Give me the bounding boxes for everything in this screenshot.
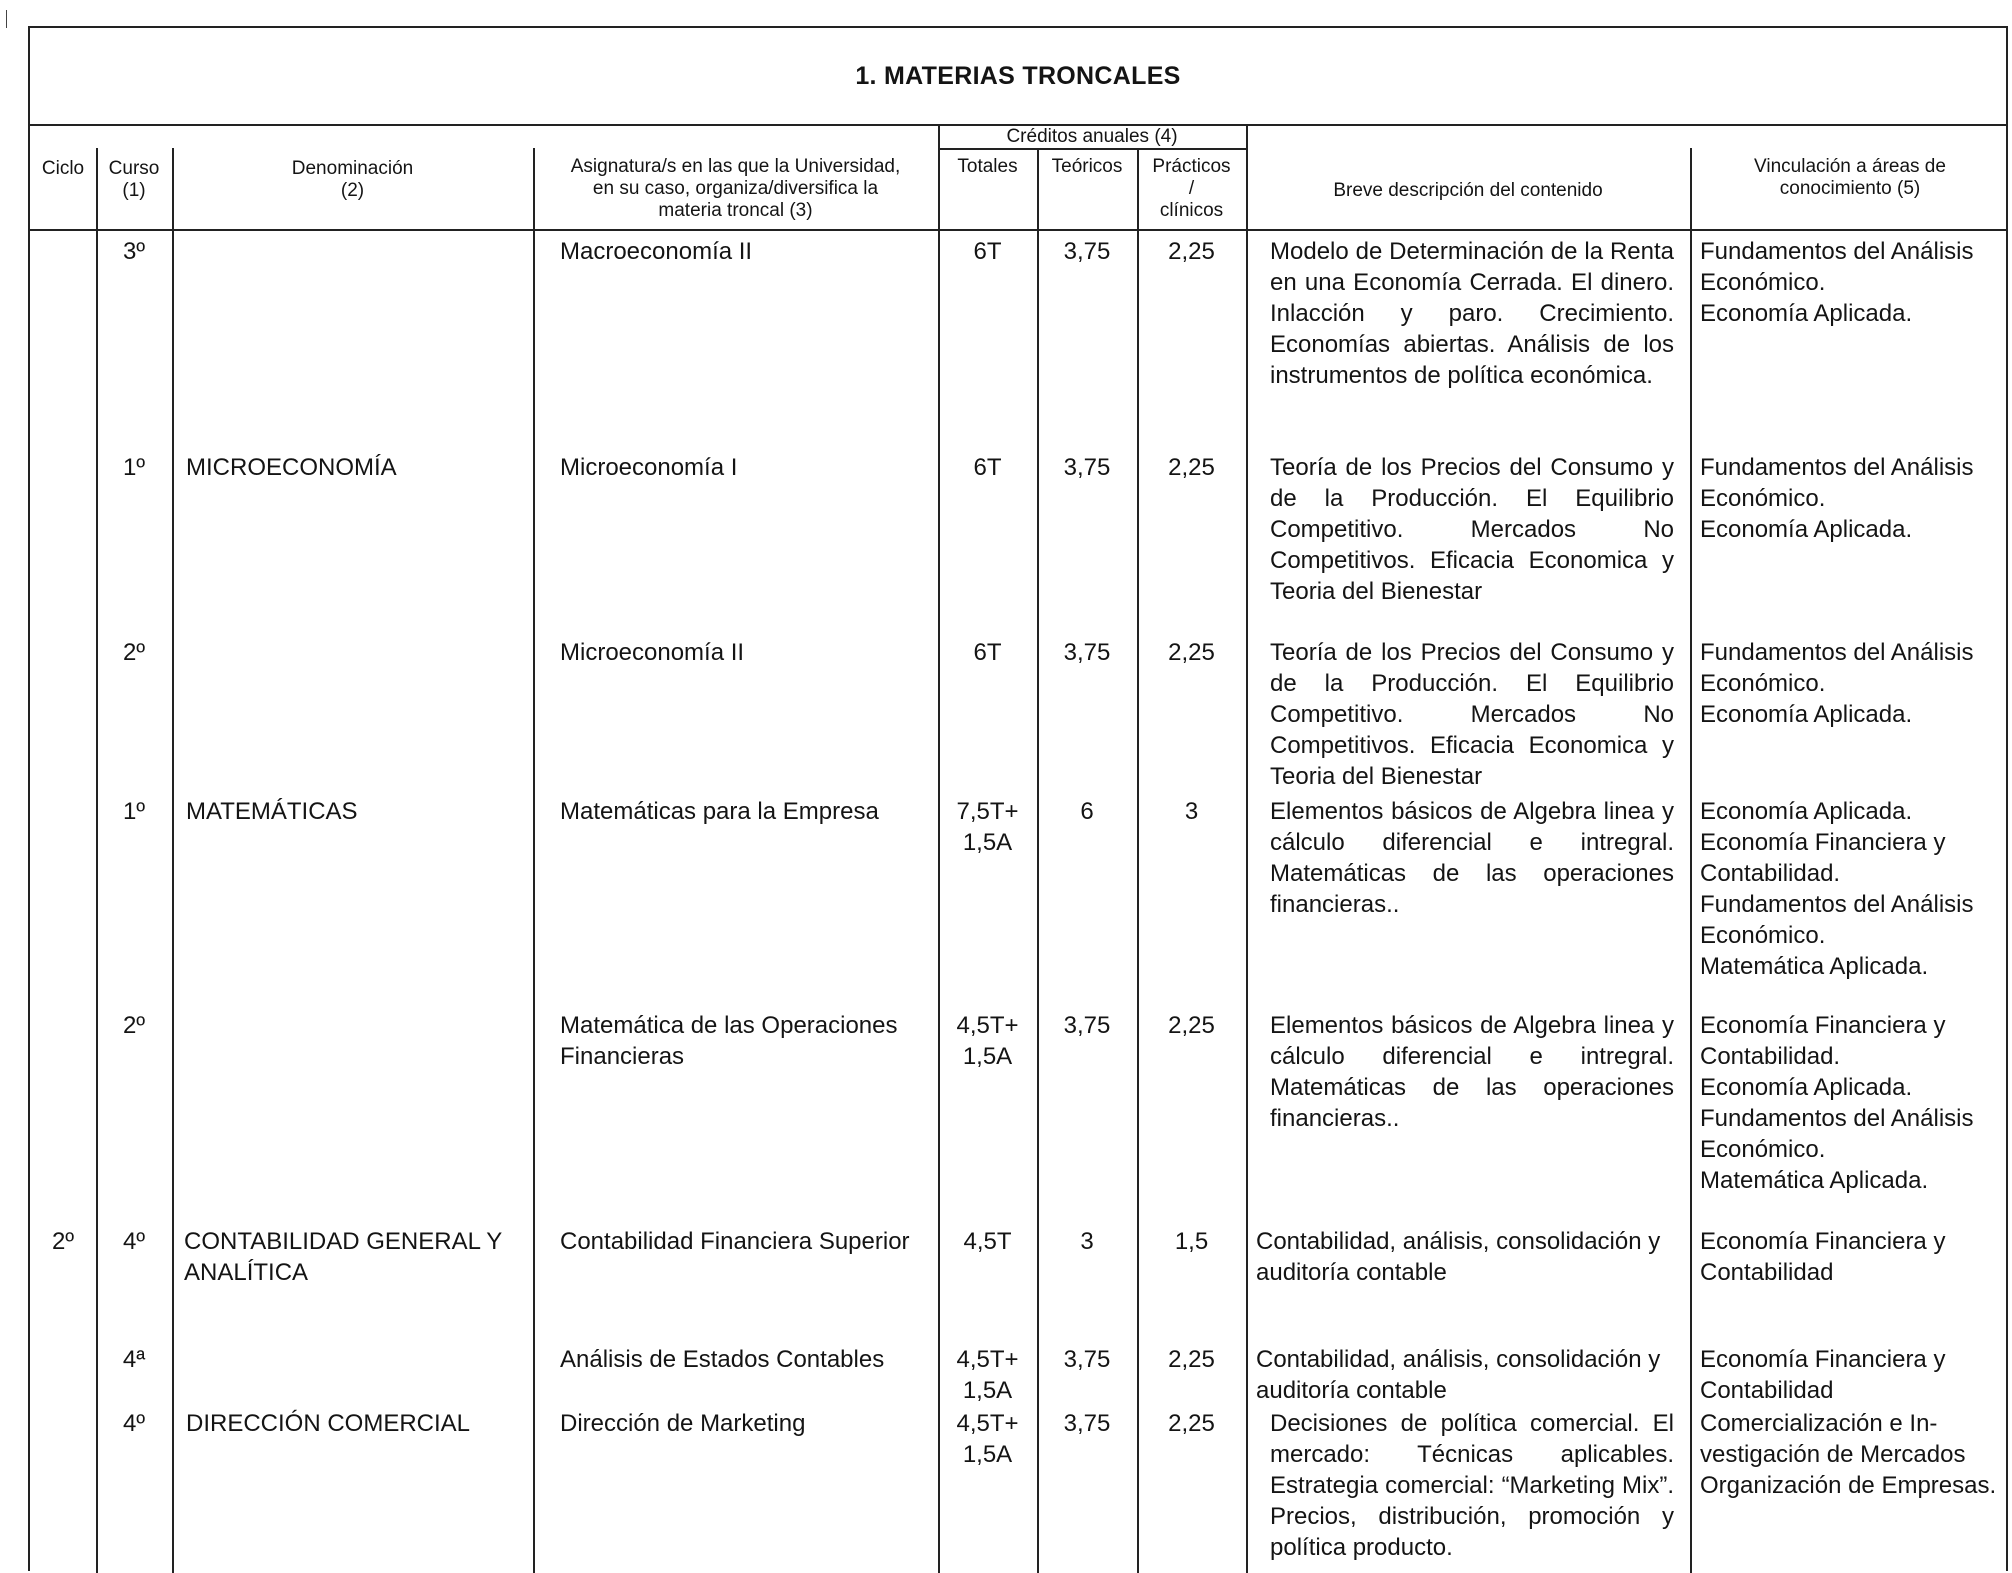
row-asignatura: Contabilidad Financiera Superior	[560, 1228, 910, 1255]
row-asignatura: Dirección de Marketing	[560, 1410, 806, 1437]
row-practicos: 2,25	[1168, 454, 1215, 481]
header-creditos-anuales: Créditos anuales (4)	[1006, 126, 1178, 147]
row-curso: 2º	[122, 639, 146, 666]
row-curso: 4ª	[122, 1346, 146, 1373]
header-totales: Totales	[957, 156, 1018, 177]
header-descripcion: Breve descripción del contenido	[1333, 180, 1603, 201]
scan-mark	[6, 10, 7, 28]
header-practicos: Prácticos / clínicos	[1152, 156, 1231, 221]
row-teoricos: 3,75	[1063, 454, 1111, 481]
header-rule-bottom	[30, 229, 2006, 231]
row-descripcion: Elementos básicos de Algebra linea y cálculo diferencial e intregral. Matemáticas de las operaciones financieras..	[1270, 798, 1674, 918]
row-asignatura: Macroeconomía II	[560, 238, 753, 265]
col-sep-denominacion	[172, 148, 174, 1573]
row-vinculacion: Economía Financiera y Contabilidad	[1700, 1228, 1946, 1286]
row-totales: 4,5T+ 1,5A	[956, 1012, 1019, 1070]
row-vinculacion: Fundamentos del Análisis Económico. Economía Aplicada.	[1700, 639, 1974, 728]
page-title: 1. MATERIAS TRONCALES	[855, 61, 1181, 90]
row-totales: 6T	[973, 454, 1002, 481]
header-ciclo: Ciclo	[41, 158, 85, 179]
row-teoricos: 3,75	[1063, 1012, 1111, 1039]
header-curso: Curso (1)	[108, 158, 160, 201]
row-totales: 7,5T+ 1,5A	[956, 798, 1019, 856]
row-descripcion: Decisiones de política comercial. El mercado: Técnicas aplicables. Estrategia comercial: “Marketing Mix”. Precios, distribución, promoción y política producto.	[1270, 1410, 1674, 1561]
credits-group-rule	[938, 148, 1246, 150]
row-vinculacion: Fundamentos del Análisis Económico. Economía Aplicada.	[1700, 454, 1974, 543]
row-totales: 4,5T	[963, 1228, 1012, 1255]
row-asignatura: Matemáticas para la Empresa	[560, 798, 879, 825]
row-vinculacion: Comercialización e In-vestigación de Mercados Organización de Empresas.	[1700, 1410, 1997, 1499]
row-curso: 4º	[122, 1410, 146, 1437]
row-descripcion: Elementos básicos de Algebra linea y cálculo diferencial e intregral. Matemáticas de las operaciones financieras..	[1270, 1012, 1674, 1132]
row-teoricos: 3,75	[1063, 238, 1111, 265]
row-descripcion: Teoría de los Precios del Consumo y de la Producción. El Equilibrio Competitivo. Mercados No Competitivos. Eficacia Economica y Teoria del Bienestar	[1270, 639, 1674, 790]
header-teoricos: Teóricos	[1051, 156, 1123, 177]
row-asignatura: Microeconomía I	[560, 454, 738, 481]
row-denominacion: DIRECCIÓN COMERCIAL	[186, 1410, 471, 1437]
row-practicos: 2,25	[1168, 238, 1215, 265]
row-curso: 1º	[122, 798, 146, 825]
col-sep-asignatura	[533, 148, 535, 1573]
row-curso: 1º	[122, 454, 146, 481]
row-practicos: 2,25	[1168, 1346, 1215, 1373]
row-vinculacion: Fundamentos del Análisis Económico. Economía Aplicada.	[1700, 238, 1974, 327]
row-descripcion: Contabilidad, análisis, consolidación y auditoría contable	[1256, 1228, 1661, 1286]
row-vinculacion: Economía Financiera y Contabilidad. Economía Aplicada. Fundamentos del Análisis Económico. Matemática Aplicada.	[1700, 1012, 1974, 1194]
row-vinculacion: Economía Financiera y Contabilidad	[1700, 1346, 1946, 1404]
row-denominacion: CONTABILIDAD GENERAL Y ANALÍTICA	[184, 1228, 502, 1286]
row-vinculacion: Economía Aplicada. Economía Financiera y Contabilidad. Fundamentos del Análisis Económico. Matemática Aplicada.	[1700, 798, 1974, 980]
row-practicos: 2,25	[1168, 639, 1215, 666]
row-descripcion: Teoría de los Precios del Consumo y de la Producción. El Equilibrio Competitivo. Mercados No Competitivos. Eficacia Economica y Teoria del Bienestar	[1270, 454, 1674, 605]
title-box	[30, 28, 2006, 126]
row-totales: 4,5T+ 1,5A	[956, 1346, 1019, 1404]
header-vinculacion: Vinculación a áreas de conocimiento (5)	[1754, 156, 1946, 199]
row-teoricos: 3	[1080, 1228, 1094, 1255]
row-totales: 6T	[973, 639, 1002, 666]
row-asignatura: Microeconomía II	[560, 639, 745, 666]
row-practicos: 3	[1184, 798, 1199, 825]
row-teoricos: 3,75	[1063, 1410, 1111, 1437]
col-sep-descripcion	[1246, 124, 1248, 1573]
row-asignatura: Matemática de las Operaciones Financieras	[560, 1012, 898, 1070]
row-denominacion: MATEMÁTICAS	[186, 798, 358, 825]
row-curso: 3º	[122, 238, 146, 265]
row-practicos: 2,25	[1168, 1410, 1215, 1437]
row-totales: 4,5T+ 1,5A	[956, 1410, 1019, 1468]
row-totales: 6T	[973, 238, 1002, 265]
header-asignatura: Asignatura/s en las que la Universidad, en su caso, organiza/diversifica la materia troncal (3)	[570, 156, 901, 221]
table-frame	[28, 26, 2008, 1571]
col-sep-vinculacion	[1690, 148, 1692, 1573]
row-descripcion: Contabilidad, análisis, consolidación y auditoría contable	[1256, 1346, 1661, 1404]
row-ciclo: 2º	[51, 1228, 75, 1255]
row-descripcion: Modelo de Determinación de la Renta en una Economía Cerrada. El dinero. Inlacción y paro. Crecimiento. Economías abiertas. Análisis de los instrumentos de política económica.	[1270, 238, 1674, 389]
row-curso: 4º	[122, 1228, 146, 1255]
header-denominacion: Denominación (2)	[291, 158, 414, 201]
row-denominacion: MICROECONOMÍA	[186, 454, 397, 481]
row-practicos: 1,5	[1174, 1228, 1209, 1255]
row-teoricos: 3,75	[1063, 639, 1111, 666]
row-teoricos: 3,75	[1063, 1346, 1111, 1373]
row-curso: 2º	[122, 1012, 146, 1039]
row-asignatura: Análisis de Estados Contables	[560, 1346, 885, 1373]
row-practicos: 2,25	[1168, 1012, 1215, 1039]
row-teoricos: 6	[1080, 798, 1094, 825]
